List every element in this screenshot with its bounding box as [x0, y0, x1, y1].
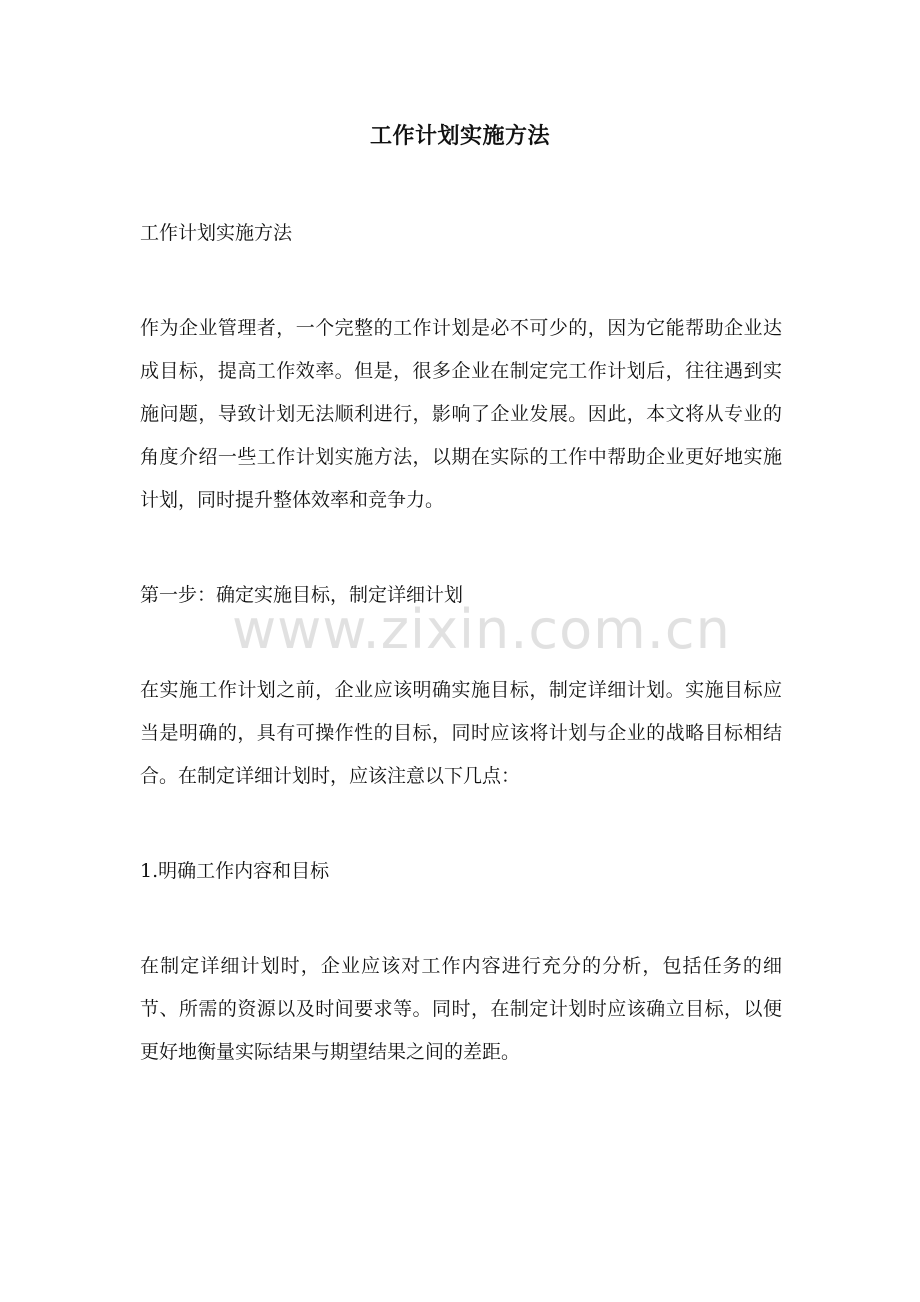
step-one-paragraph: 在实施工作计划之前，企业应该明确实施目标，制定详细计划。实施目标应当是明确的，具有可操作性的目标，同时应该将计划与企业的战略目标相结合。在制定详细计划时，应该注意以下几点：	[140, 679, 782, 787]
spacer	[140, 893, 782, 945]
intro-paragraph: 作为企业管理者，一个完整的工作计划是必不可少的，因为它能帮助企业达成目标，提高工作效率。但是，很多企业在制定完工作计划后，往往遇到实施问题，导致计划无法顺利进行，影响了企业发展。因此，本文将从专业的角度介绍一些工作计划实施方法，以期在实际的工作中帮助企业更好地实施计划，同时提升整体效率和竞争力。	[140, 317, 782, 511]
subsection-heading-1: 1.明确工作内容和目标	[140, 860, 330, 882]
watermark-text: www.zixin.com.cn	[232, 598, 731, 661]
spacer	[140, 255, 782, 307]
section-heading-step-one: 第一步：确定实施目标，制定详细计划	[140, 584, 464, 606]
document-body	[140, 212, 782, 1074]
subsection-1-paragraph: 在制定详细计划时，企业应该对工作内容进行充分的分析，包括任务的细节、所需的资源以及时间要求等。同时，在制定计划时应该确立目标，以便更好地衡量实际结果与期望结果之间的差距。	[140, 955, 782, 1063]
spacer	[140, 522, 782, 574]
section-heading-intro: 工作计划实施方法	[140, 222, 293, 244]
document-title: 工作计划实施方法	[369, 123, 550, 149]
spacer	[140, 798, 782, 850]
spacer	[140, 617, 782, 669]
